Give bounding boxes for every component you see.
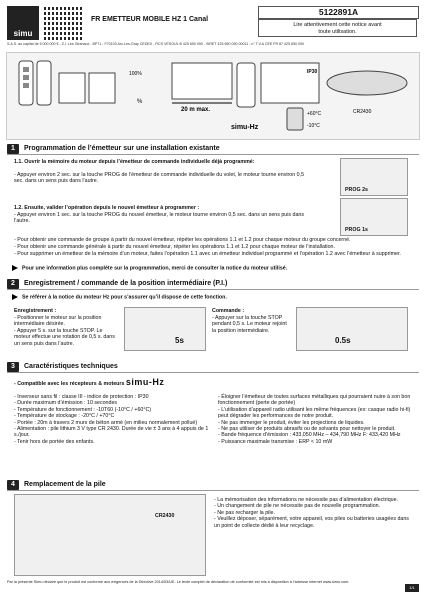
step-1-2-body: - Appuyer environ 1 sec. sur la touche PROG du nouvel émetteur, le moteur tourne environ 0,5 sec. dans un sens puis dans l’autre. bbox=[14, 212, 305, 225]
specs-left-column bbox=[14, 394, 210, 445]
section-1-number: 1 bbox=[7, 144, 19, 154]
programming-info bbox=[12, 265, 412, 272]
page-number: 1/1 bbox=[405, 584, 419, 592]
spec-item: - Durée maximum d’émission : 10 secondes bbox=[14, 400, 118, 407]
step-1-1-body: - Appuyer environ 2 sec. sur la touche PROG de l’émetteur de commande individuelle du volet, le moteur tourne environ 0,5 sec. dans un sens puis dans l’autre. bbox=[14, 172, 305, 185]
note-general-command: - Pour obtenir une commande générale à partir du nouvel émetteur, répéter les opérations 1.1 et 1.2 pour chaque moteur de l’installation. bbox=[14, 244, 335, 250]
spec-item: - Éloigner l’émetteur de toutes surfaces métalliques qui pourraient nuire à son bon fonctionnement (perte de portée) bbox=[218, 394, 411, 407]
temp-high-label: +60°C bbox=[307, 111, 322, 117]
battery-note: - Veuillez déposer, séparément, votre appareil, vos piles ou batteries usagées dans un point de collecte dédié à leur recyclage. bbox=[214, 516, 409, 529]
read-notice-line2: toute utilisation. bbox=[318, 29, 357, 35]
info-arrow-icon bbox=[12, 294, 18, 300]
step-1-1-heading: 1.1. Ouvrir la mémoire du moteur depuis l’émetteur de commande individuelle déjà programmé: bbox=[14, 159, 255, 165]
temp-low-label: -10°C bbox=[307, 123, 320, 129]
command-illustration bbox=[296, 307, 408, 351]
registration-5s-label: 5s bbox=[175, 336, 184, 345]
compatibility-label: - Compatible avec les récepteurs & moteurs bbox=[14, 381, 125, 387]
distance-label: 20 m max. bbox=[181, 107, 211, 113]
spec-item: - Bande fréquence d’émission : 433,050 MHz – 434,790 MHz F: 433,420 MHz bbox=[218, 432, 401, 439]
section-4-number: 4 bbox=[7, 480, 19, 490]
section-3-header bbox=[7, 362, 419, 373]
section-2-number: 2 bbox=[7, 279, 19, 289]
qr-code-overlay bbox=[44, 6, 84, 40]
illustration-svg bbox=[7, 53, 419, 139]
company-address: S.A.S. au capital de 5 000 000 € - Z.I. Les Giranaux - BP71 - F70103 Arc-Les-Gray CEDEX - RCS VESOUL B 425 650 090 - SIRET 425 650 090 00011 - n° T.V.A CEE FR 87 425 650 090 bbox=[7, 42, 305, 46]
section-4-title: Remplacement de la pile bbox=[24, 481, 106, 488]
registration-heading: Enregistrement : bbox=[14, 308, 57, 314]
pct-label: % bbox=[137, 99, 143, 105]
prog-2s-label: PROG 2s bbox=[345, 186, 368, 193]
step-1-2-heading: 1.2. Ensuite, valider l’opération depuis le nouvel émetteur à programmer : bbox=[14, 205, 200, 211]
pi-info bbox=[12, 294, 412, 301]
battery-label: CR2430 bbox=[353, 109, 372, 115]
section-4-header bbox=[7, 480, 419, 491]
spec-item: - L’utilisation d’appareil radio utilisant les même fréquences (ex: casque radio hi-fi) peut dégrader les performances de notre produit. bbox=[218, 406, 411, 420]
doc-reference: 5122891A bbox=[258, 6, 419, 19]
command-heading: Commande : bbox=[212, 308, 245, 314]
registration-body: - Positionner le moteur sur la position intermédiaire désirée. - Appuyer 5 s. sur la touche STOP. Le moteur effectue une rotation de 0,5 s. dans un sens puis dans l’autre. bbox=[14, 315, 115, 347]
read-notice-line1: Lire attentivement cette notice avant bbox=[293, 22, 382, 28]
product-illustration bbox=[6, 52, 420, 140]
note-delete-emitter: - Pour supprimer un émetteur de la mémoire d’un moteur, faites l’opération 1.1 avec un émetteur individuel programmé et l’opération 1.2 avec l’émetteur à supprimer. bbox=[14, 251, 401, 257]
registration-illustration bbox=[124, 307, 206, 351]
spec-item: - Tenir hors de portée des enfants. bbox=[14, 438, 95, 445]
spec-item: - Température de fonctionnement : -10T60 (-10°C / +60°C) bbox=[14, 406, 152, 413]
prog-1s-illustration bbox=[340, 198, 408, 236]
ip-label: IP30 bbox=[307, 69, 318, 75]
spec-item: - Inverseur sans fil : classe III - indice de protection : IP30 bbox=[14, 394, 149, 400]
prog-1s-label: PROG 1s bbox=[345, 226, 368, 233]
battery-note: - Ne pas recharger la pile. bbox=[214, 509, 275, 516]
conformity-footer: Par la présente Simu déclare que le produit est conforme aux exigences de la Directive 2014/53/UE. Le texte complet de déclaration de conformité est mis à disposition à l’adresse internet www.simu.com. bbox=[7, 580, 350, 584]
battery-note: - Un changement de pile ne nécessite pas de nouvelle programmation. bbox=[214, 503, 381, 510]
section-2-header bbox=[7, 279, 419, 290]
simu-hz-logo: simu-Hz bbox=[125, 377, 165, 387]
spec-item: - Alimentation : pile lithium 3 V type CR 2430. Durée de vie ± 3 ans à 4 appuis de 1 s./jour. bbox=[14, 426, 209, 439]
doc-title: FR EMETTEUR MOBILE HZ 1 Canal bbox=[91, 16, 209, 23]
command-body: - Appuyer sur la touche STOP pendant 0,5 s. Le moteur rejoint la position intermédiaire. bbox=[212, 315, 287, 334]
spec-item: - Portée : 20m à travers 2 murs de béton armé (en milieu normalement pollué) bbox=[14, 419, 198, 426]
section-1-header bbox=[7, 144, 419, 155]
note-group-command: - Pour obtenir une commande de groupe à partir du nouvel émetteur, répéter les opérations 1.1 et 1.2 pour chaque moteur du groupe concerné. bbox=[14, 237, 351, 243]
section-3-number: 3 bbox=[7, 362, 19, 372]
info-arrow-icon bbox=[12, 265, 18, 271]
specs-right-column bbox=[218, 394, 413, 445]
battery-notes bbox=[214, 497, 410, 529]
pi-info-text: Se référer à la notice du moteur Hz pour s’assurer qu’il dispose de cette fonction. bbox=[22, 294, 227, 301]
programming-info-text: Pour une information plus complète sur la programmation, merci de consulter la notice du moteur utilisé. bbox=[22, 265, 288, 272]
battery-note: - La mémorisation des informations ne nécessite pas d’alimentation électrique. bbox=[214, 497, 399, 503]
brand-label: simu-Hz bbox=[231, 124, 259, 131]
spec-item: - Ne pas utiliser de produits abrasifs ou de solvants pour nettoyer le produit. bbox=[218, 426, 396, 433]
battery-type-label: CR2430 bbox=[155, 513, 175, 519]
prog-2s-illustration bbox=[340, 158, 408, 196]
spec-item: - Puissance maximale transmise : ERP < 10 mW bbox=[218, 438, 333, 445]
simu-logo: simu bbox=[7, 6, 39, 40]
spec-item: - Température de stockage : -20°C / +70°C bbox=[14, 413, 115, 420]
pct100-label: 100% bbox=[129, 71, 142, 77]
section-2-title: Enregistrement / commande de la position intermédiaire (P.I.) bbox=[24, 280, 228, 287]
battery-replacement-illustration bbox=[14, 494, 206, 576]
section-3-title: Caractéristiques techniques bbox=[24, 363, 118, 370]
command-05s-label: 0.5s bbox=[335, 336, 351, 345]
compatibility-text bbox=[14, 379, 164, 387]
spec-item: - Ne pas immerger le produit, éviter les projections de liquides. bbox=[218, 419, 365, 426]
section-1-title: Programmation de l’émetteur sur une installation existante bbox=[24, 145, 220, 152]
read-notice bbox=[258, 19, 417, 37]
